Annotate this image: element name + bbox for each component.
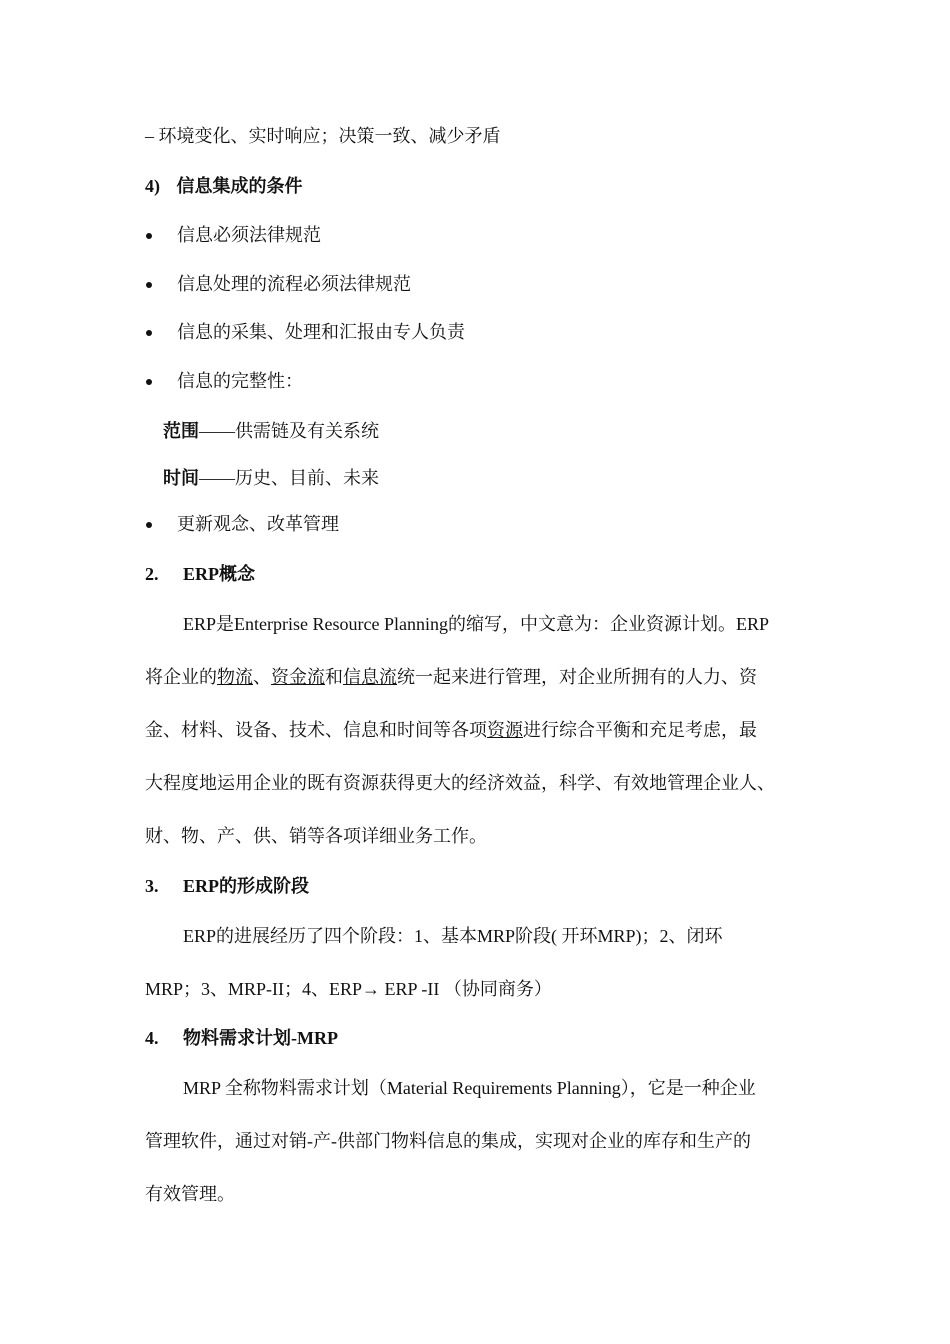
link-information-flow[interactable]: 信息流 — [343, 667, 397, 687]
paragraph-line — [145, 718, 757, 742]
section-heading — [145, 174, 303, 198]
section-title: 物料需求计划-MRP — [183, 1028, 338, 1048]
list-item: 信息必须法律规范 — [177, 225, 321, 245]
paragraph-line — [145, 977, 552, 1001]
list-item: 信息的采集、处理和汇报由专人负责 — [177, 322, 465, 342]
link-resources[interactable]: 资源 — [487, 720, 523, 740]
text-span: MRP；3、MRP-II；4、ERP — [145, 979, 363, 999]
paragraph-line: 财、物、产、供、销等各项详细业务工作。 — [145, 826, 487, 846]
section-heading — [145, 874, 309, 898]
bullet-icon — [146, 379, 152, 385]
paragraph-line: MRP 全称物料需求计划（Material Requirements Planning），它是一种企业 — [183, 1078, 756, 1098]
paragraph-line: 大程度地运用企业的既有资源获得更大的经济效益，科学、有效地管理企业人、 — [145, 773, 775, 793]
list-item: 信息处理的流程必须法律规范 — [177, 274, 411, 294]
section-title: ERP的形成阶段 — [183, 876, 309, 896]
section-heading — [145, 1026, 338, 1050]
bullet-icon — [146, 233, 152, 239]
paragraph-line: ERP的进展经历了四个阶段：1、基本MRP阶段( 开环MRP)；2、闭环 — [183, 926, 723, 946]
paragraph-line: ERP是Enterprise Resource Planning的缩写，中文意为：企业资源计划。ERP — [183, 614, 769, 634]
paragraph-line: 有效管理。 — [145, 1184, 235, 1204]
list-item: 信息的完整性： — [177, 371, 303, 391]
scope-term: 范围 — [163, 421, 199, 441]
paragraph-line — [145, 665, 757, 689]
text-span: 和 — [325, 667, 343, 687]
time-desc: ——历史、目前、未来 — [199, 468, 379, 488]
section-title: 信息集成的条件 — [176, 176, 303, 196]
list-item: 更新观念、改革管理 — [177, 514, 339, 534]
link-capital-flow[interactable]: 资金流 — [271, 667, 325, 687]
section-number: 4. — [145, 1028, 159, 1048]
section-heading — [145, 562, 255, 586]
paragraph-line: 管理软件，通过对销-产-供部门物料信息的集成，实现对企业的库存和生产的 — [145, 1131, 751, 1151]
text-span: 、 — [253, 667, 271, 687]
bullet-icon — [146, 522, 152, 528]
arrow-right-icon: → — [362, 979, 381, 999]
text-span: 金、材料、设备、技术、信息和时间等各项 — [145, 720, 487, 740]
text-span: 进行综合平衡和充足考虑，最 — [523, 720, 757, 740]
text-span: ERP -II （协同商务） — [380, 979, 552, 999]
bullet-icon — [146, 282, 152, 288]
time-line — [163, 466, 379, 490]
link-logistics[interactable]: 物流 — [217, 667, 253, 687]
time-term: 时间 — [163, 468, 199, 488]
section-number: 3. — [145, 876, 159, 896]
text-line: – 环境变化、实时响应；决策一致、减少矛盾 — [145, 126, 501, 146]
section-number: 2. — [145, 564, 159, 584]
bullet-icon — [146, 330, 152, 336]
section-number: 4) — [145, 176, 160, 196]
scope-line — [163, 419, 379, 443]
text-span: 统一起来进行管理，对企业所拥有的人力、资 — [397, 667, 757, 687]
scope-desc: ——供需链及有关系统 — [199, 421, 379, 441]
text-span: 将企业的 — [145, 667, 217, 687]
section-title: ERP概念 — [183, 564, 255, 584]
